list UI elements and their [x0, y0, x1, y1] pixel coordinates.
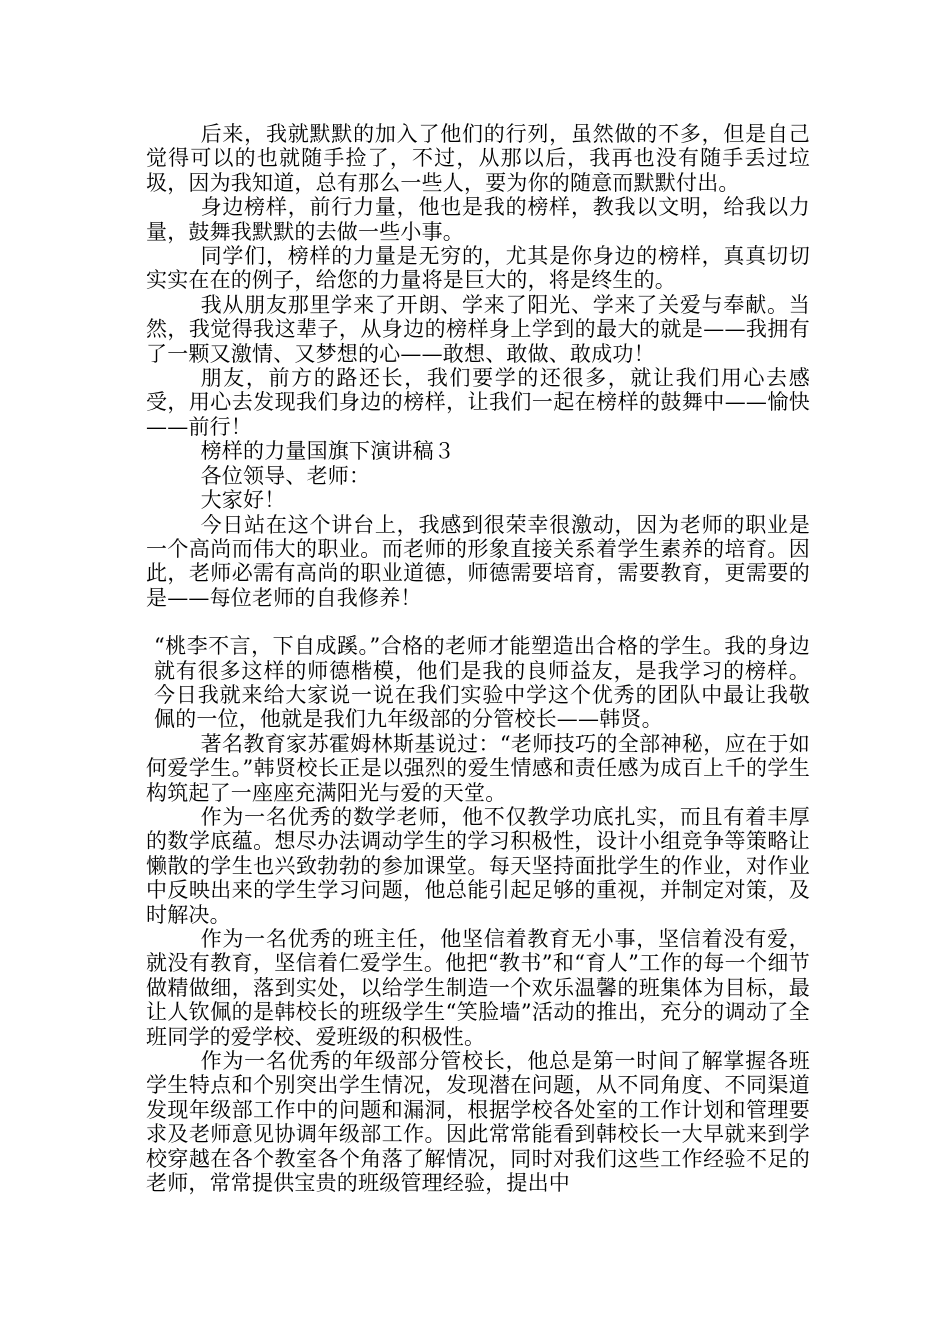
paragraph-9: 作为一名优秀的数学老师，他不仅教学功底扎实，而且有着丰厚的数学底蕴。想尽办法调动学生的学习积极性，设计小组竞争等策略让懒散的学生也兴致勃勃的参加课堂。每天坚持面批学生的作业，对作业中反映出来的学生学习问题，他总能引起足够的重视，并制定对策，及时解决。: [146, 804, 810, 927]
document-body: [146, 122, 810, 1195]
speech-title: 榜样的力量国旗下演讲稿３: [200, 439, 455, 464]
paragraph-11: 作为一名优秀的年级部分管校长，他总是第一时间了解掌握各班学生特点和个别突出学生情况，发现潜在问题，从不同角度、不同渠道发现年级部工作中的问题和漏洞，根据学校各处室的工作计划和管理要求及老师意见协调年级部工作。因此常常能看到韩校长一大早就来到学校穿越在各个教室各个角落了解情况，同时对我们这些工作经验不足的老师，常常提供宝贵的班级管理经验，提出中: [146, 1049, 810, 1196]
paragraph-7: “桃李不言，下自成蹊。”合格的老师才能塑造出合格的学生。我的身边就有很多这样的师德楷模，他们是我的良师益友，是我学习的榜样。今日我就来给大家说一说在我们实验中学这个优秀的团队中最让我敬佩的一位，他就是我们九年级部的分管校长——韩贤。: [154, 634, 810, 732]
paragraph-3: 同学们，榜样的力量是无穷的，尤其是你身边的榜样，真真切切实实在在的例子，给您的力量将是巨大的，将是终生的。: [146, 244, 810, 293]
paragraph-10: 作为一名优秀的班主任，他坚信着教育无小事，坚信着没有爱，就没有教育，坚信着仁爱学生。他把“教书”和“育人”工作的每一个细节做精做细，落到实处，以给学生制造一个欢乐温馨的班集体为目标，最让人钦佩的是韩校长的班级学生“笑脸墙”活动的推出，充分的调动了全班同学的爱学校、爱班级的积极性。: [146, 927, 810, 1049]
paragraph-5: 朋友，前方的路还长，我们要学的还很多，就让我们用心去感受，用心去发现我们身边的榜样，让我们一起在榜样的鼓舞中——愉快——前行！: [146, 366, 810, 439]
paragraph-8: 著名教育家苏霍姆林斯基说过：“老师技巧的全部神秘，应在于如何爱学生。”韩贤校长正是以强烈的爱生情感和责任感为成百上千的学生构筑起了一座座充满阳光与爱的天堂。: [146, 731, 810, 805]
paragraph-6: 今日站在这个讲台上，我感到很荣幸很激动，因为老师的职业是一个高尚而伟大的职业。而老师的形象直接关系着学生素养的培育。因此，老师必需有高尚的职业道德，师德需要培育，需要教育，更需要的是——每位老师的自我修养！: [146, 512, 810, 610]
salutation: 各位领导、老师：: [200, 463, 371, 488]
paragraph-1: 后来，我就默默的加入了他们的行列，虽然做的不多，但是自己觉得可以的也就随手捡了，不过，从那以后，我再也没有随手丢过垃圾，因为我知道，总有那么一些人，要为你的随意而默默付出。: [146, 122, 810, 195]
greeting: 大家好！: [200, 488, 286, 513]
paragraph-4: 我从朋友那里学来了开朗、学来了阳光、学来了关爱与奉献。当然，我觉得我这辈子，从身边的榜样身上学到的最大的就是——我拥有了一颗又激情、又梦想的心——敢想、敢做、敢成功！: [146, 292, 810, 366]
paragraph-2: 身边榜样，前行力量，他也是我的榜样，教我以文明，给我以力量，鼓舞我默默的去做一些小事。: [146, 195, 810, 244]
